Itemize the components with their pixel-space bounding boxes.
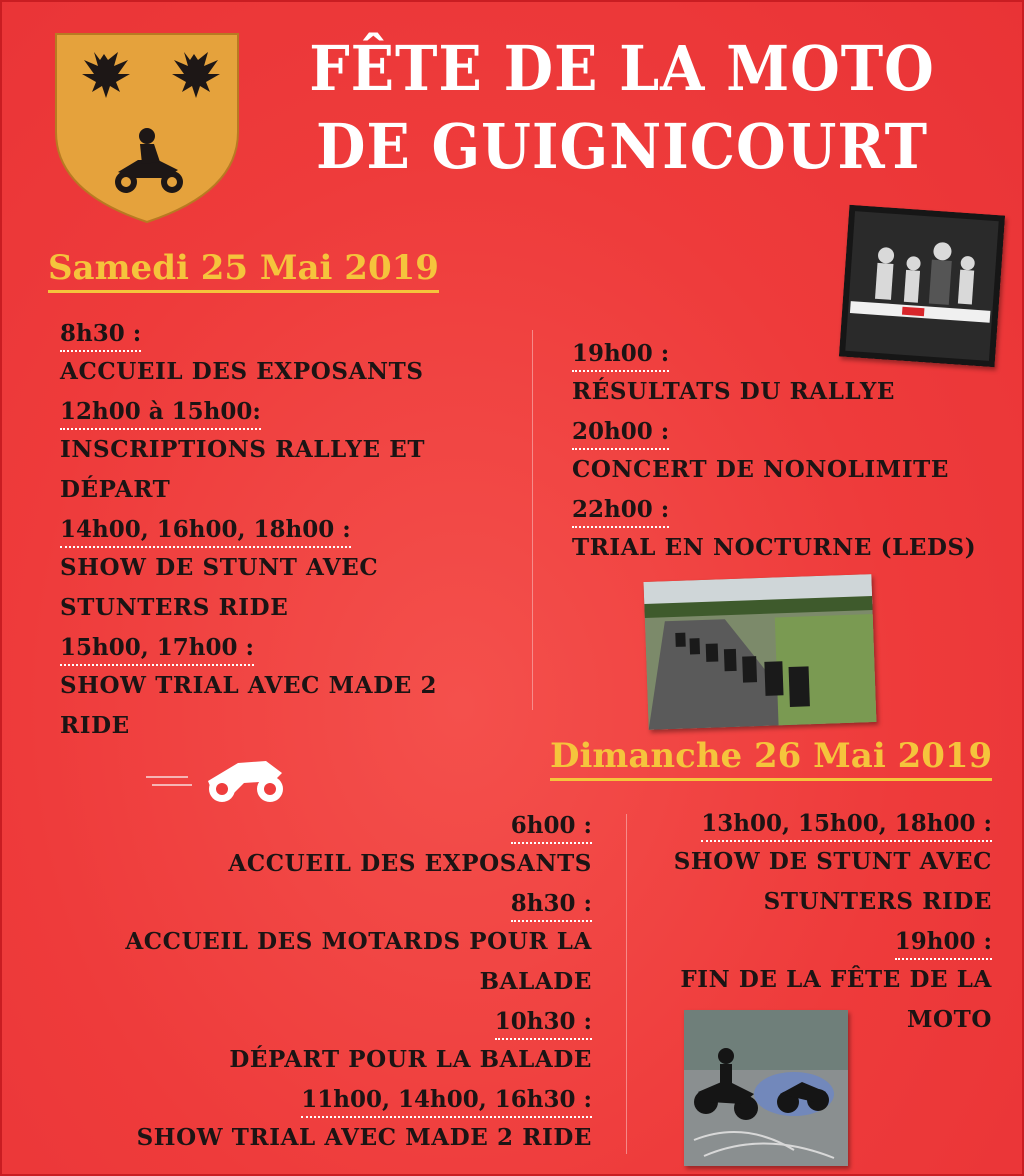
- schedule-time: 11h00, 14h00, 16h30 :: [301, 1084, 592, 1118]
- schedule-time: 15h00, 17h00 :: [60, 632, 254, 666]
- schedule-time: 13h00, 15h00, 18h00 :: [701, 808, 992, 842]
- sport-motorcycle-icon: [142, 747, 292, 805]
- motorcycle-rally-photo: [643, 574, 876, 730]
- schedule-time: 10h30 :: [495, 1006, 592, 1040]
- sunday-schedule-left: [62, 806, 592, 1158]
- schedule-event: ACCUEIL DES MOTARDS POUR LA BALADE: [125, 928, 592, 995]
- column-divider: [626, 814, 627, 1154]
- saturday-schedule-right: [572, 334, 1012, 568]
- schedule-time: 20h00 :: [572, 416, 669, 450]
- saturday-heading: Samedi 25 Mai 2019: [48, 248, 439, 293]
- schedule-event: ACCUEIL DES EXPOSANTS: [60, 358, 424, 385]
- schedule-event: INSCRIPTIONS RALLYE ET DÉPART: [60, 436, 426, 503]
- schedule-event: DÉPART POUR LA BALADE: [229, 1046, 592, 1073]
- schedule-time: 8h30 :: [511, 888, 592, 922]
- sunday-schedule-right: [632, 804, 992, 1040]
- sunday-heading: Dimanche 26 Mai 2019: [550, 736, 992, 781]
- saturday-schedule-left: [60, 314, 490, 746]
- band-photo: [839, 205, 1005, 368]
- page-title: FÊTE DE LA MOTO DE GUIGNICOURT: [309, 32, 935, 183]
- schedule-event: SHOW DE STUNT AVEC STUNTERS RIDE: [673, 848, 992, 915]
- schedule-event: RÉSULTATS DU RALLYE: [572, 378, 895, 405]
- coat-of-arms-icon: [54, 32, 240, 224]
- schedule-time: 19h00 :: [572, 338, 669, 372]
- schedule-event: TRIAL EN NOCTURNE (LEDS): [572, 534, 977, 561]
- stunt-photo: [684, 1010, 848, 1166]
- schedule-event: SHOW TRIAL AVEC MADE 2 RIDE: [136, 1124, 592, 1151]
- schedule-time: 8h30 :: [60, 318, 141, 352]
- schedule-time: 14h00, 16h00, 18h00 :: [60, 514, 351, 548]
- schedule-time: 19h00 :: [895, 926, 992, 960]
- schedule-time: 22h00 :: [572, 494, 669, 528]
- schedule-time: 12h00 à 15h00:: [60, 396, 261, 430]
- schedule-event: SHOW TRIAL AVEC MADE 2 RIDE: [60, 672, 438, 739]
- schedule-event: SHOW DE STUNT AVEC STUNTERS RIDE: [60, 554, 379, 621]
- schedule-event: CONCERT DE NONOLIMITE: [572, 456, 950, 483]
- schedule-event: FIN DE LA FÊTE DE LA MOTO: [680, 966, 992, 1033]
- schedule-time: 6h00 :: [511, 810, 592, 844]
- column-divider: [532, 330, 533, 710]
- schedule-event: ACCUEIL DES EXPOSANTS: [228, 850, 592, 877]
